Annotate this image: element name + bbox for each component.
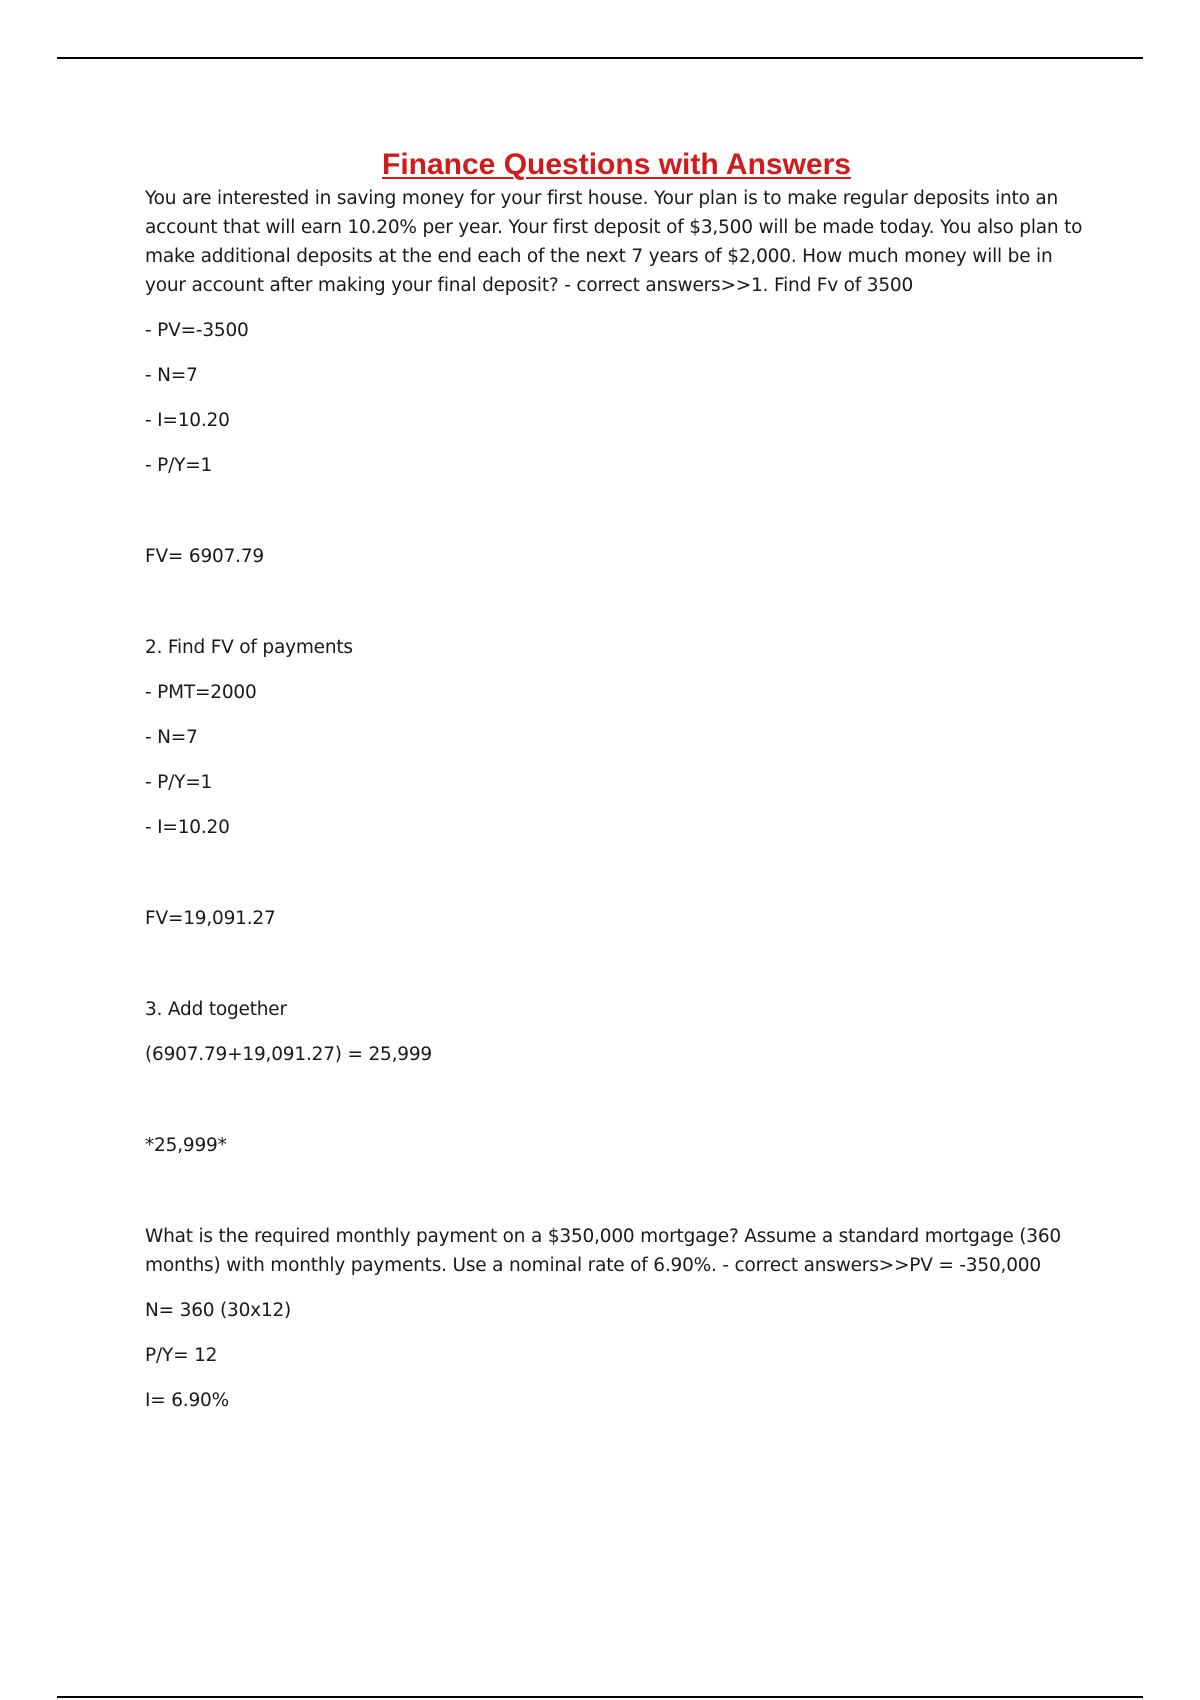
- step-2-input: - P/Y=1: [145, 772, 213, 793]
- question-2-inputs: [145, 1280, 1095, 1415]
- step-1-input: - P/Y=1: [145, 455, 213, 476]
- step-2-result: FV=19,091.27: [145, 908, 276, 929]
- spacer: [145, 933, 1095, 979]
- step-1-input: - N=7: [145, 365, 198, 386]
- document-title: Finance Questions with Answers: [382, 148, 851, 181]
- question-2-input: P/Y= 12: [145, 1345, 218, 1366]
- step-1-input: - I=10.20: [145, 410, 230, 431]
- spacer: [145, 1160, 1095, 1206]
- document-body: [145, 184, 1095, 1415]
- spacer: [145, 1069, 1095, 1115]
- step-1-inputs: [145, 300, 1095, 480]
- footer-rule: [57, 1696, 1143, 1698]
- step-3-calculation: (6907.79+19,091.27) = 25,999: [145, 1044, 432, 1065]
- step-2-heading: 2. Find FV of payments: [145, 637, 353, 658]
- final-answer: *25,999*: [145, 1135, 227, 1156]
- step-2-inputs: [145, 662, 1095, 842]
- question-2-text: What is the required monthly payment on a $350,000 mortgage? Assume a standard mortgage (360 months) with monthly payments. Use a nominal rate of 6.90%. - correct answers>>PV = -350,000: [145, 1226, 1061, 1276]
- header-rule: [57, 57, 1143, 59]
- question-2-input: I= 6.90%: [145, 1390, 230, 1411]
- question-1-text: You are interested in saving money for your first house. Your plan is to make regular deposits into an account that will earn 10.20% per year. Your first deposit of $3,500 will be made today. You also plan to make additional deposits at the end each of the next 7 years of $2,000. How much money will be in your account after making your final deposit? - correct answers>>1. Find Fv of 3500: [145, 188, 1083, 296]
- question-2-input: N= 360 (30x12): [145, 1300, 292, 1321]
- step-3-heading: 3. Add together: [145, 999, 287, 1020]
- spacer: [145, 571, 1095, 617]
- step-1-input: - PV=-3500: [145, 320, 249, 341]
- step-2-input: - N=7: [145, 727, 198, 748]
- spacer: [145, 842, 1095, 888]
- step-2-input: - I=10.20: [145, 817, 230, 838]
- spacer: [145, 480, 1095, 526]
- step-1-result: FV= 6907.79: [145, 546, 264, 567]
- step-2-input: - PMT=2000: [145, 682, 257, 703]
